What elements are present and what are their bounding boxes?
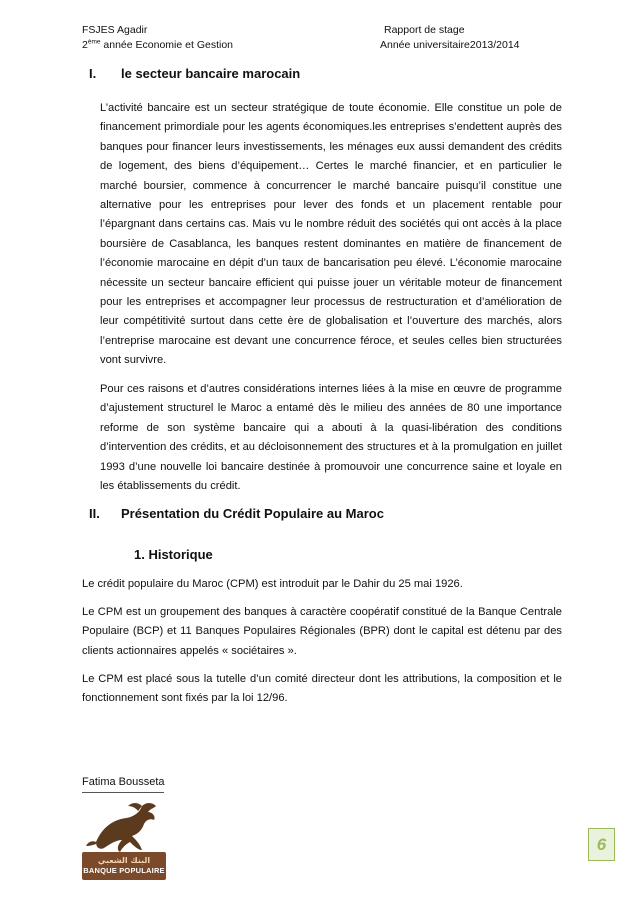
horse-icon [82,798,170,854]
footer-rule [82,792,164,793]
section-1-title: le secteur bancaire marocain [121,66,301,81]
header-report-title: Rapport de stage [384,24,465,36]
section-1-paragraph: Pour ces raisons et d’autres considérations internes liées à la mise en œuvre de programme d’ajustement structurel le Maroc a entamé dès le milieu des années de 80 une importance reforme de son système bancaire qui a abouti à la quasi-libération des conditions d’intervention des crédits, et au décloisonnement des structures et à la promulgation en juillet 1993 d’une nouvelle loi bancaire destinée à promouvoir une concurrence saine et loyale en les établissements du crédit. [100,383,562,493]
year-superscript: ème [87,38,101,46]
year-rest: année Economie et Gestion [100,39,234,51]
header-institution: FSJES Agadir [82,24,148,36]
logo-arabic-name: البنك الشعبي [97,856,151,865]
section-2-title: Présentation du Crédit Populaire au Maroc [121,506,384,521]
section-2-paragraph: Le crédit populaire du Maroc (CPM) est introduit par le Dahir du 25 mai 1926. [82,578,463,590]
section-2-paragraph: Le CPM est un groupement des banques à caractère coopératif constitué de la Banque Centrale Populaire (BCP) et 11 Banques Populaires Régionales (BPR) dont le capital est détenu par des clients actionnaires appelés « sociétaires ». [82,606,562,657]
header-study-year [82,38,233,53]
section-1-paragraph: L’activité bancaire est un secteur stratégique de toute économie. Elle constitue un pole de financement primordiale pour les agents économiques.les entreprises s’endettent auprès des banques pour financer leurs investissements, les ménages eux aussi demandent des crédits de logement, des biens d’équipement… Certes le marché financier, et en particulier le marché boursier, commence à concurrencer le marché bancaire puisqu’il constitue une alternative pour les entreprises pour lever des fonds et un placement rentable pour l’épargnant dans certains cas. Mais vu le nombre réduit des sociétés qui ont accès à la place boursière de Casablanca, les banques restent dominantes en matière de financement de l’économie marocaine en dépit d’un taux de bancarisation peu élevé. L’économie marocaine nécessite un secteur bancaire efficient qui puisse jouer un véritable moteur de financement pour les entreprises et accompagner leur processus de restructuration et d’amélioration de leur compétitivité surtout dans cette ère de globalisation et l’ouverture des marchés, alors l’entreprise marocaine est devant une concurrence féroce, et seules celles bien structurées vont survivre. [100,102,562,367]
subsection-historique-title: 1. Historique [134,547,213,562]
logo-name: BANQUE POPULAIRE [83,866,165,875]
section-2-paragraph: Le CPM est placé sous la tutelle d’un comité directeur dont les attributions, la composition et le fonctionnement sont fixés par la loi 12/96. [82,673,562,705]
header-academic-year: Année universitaire2013/2014 [380,39,520,51]
footer-author: Fatima Bousseta [82,776,165,788]
section-2-number: II. [89,506,100,521]
section-1-number: I. [89,66,97,81]
year-number: 2 [82,39,88,51]
page-number-badge: 6 [588,828,615,861]
logo-band [82,852,166,880]
banque-populaire-logo [82,798,170,886]
